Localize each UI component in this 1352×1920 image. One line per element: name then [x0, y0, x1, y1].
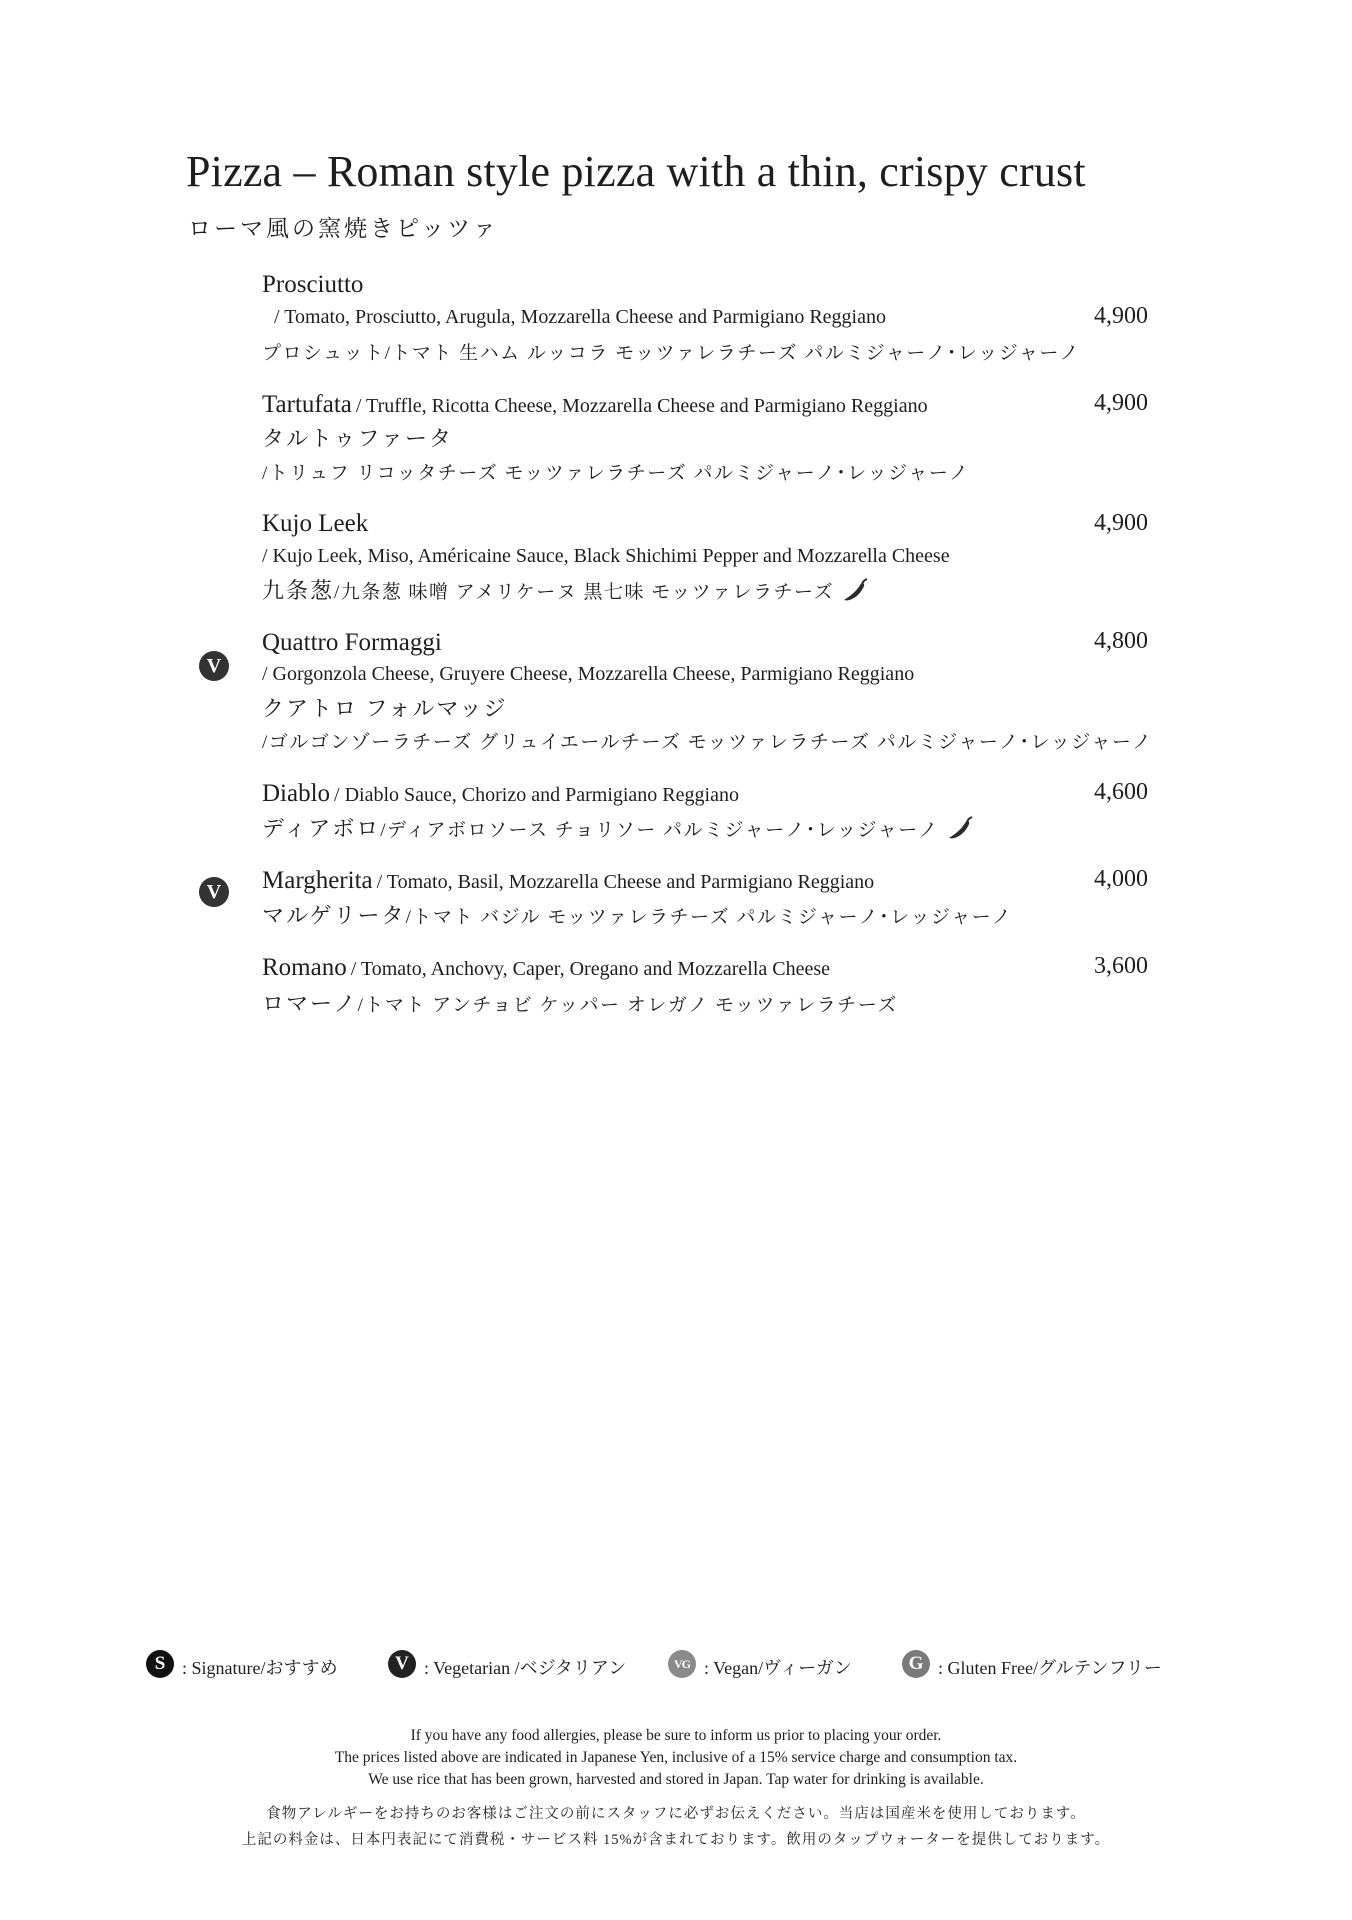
gluten-free-icon: G: [902, 1650, 930, 1678]
chili-pepper-icon: [840, 578, 870, 604]
item-description-en: / Truffle, Ricotta Cheese, Mozzarella Cheese and Parmigiano Reggiano: [355, 395, 928, 417]
item-title-line: [262, 867, 874, 895]
item-description-jp: /トリュフ リコッタチーズ モッツァレラチーズ パルミジャーノ･レッジャーノ: [262, 463, 970, 484]
footer-note-jp-1: 食物アレルギーをお持ちのお客様はご注文の前にスタッフに必ずお伝えください。当店は国産米を使用しております。: [266, 1806, 1086, 1822]
legend-label: : Gluten Free/グルテンフリー: [938, 1658, 1162, 1678]
item-description-jp: /トマト バジル モッツァレラチーズ パルミジャーノ･レッジャーノ: [405, 907, 1013, 928]
item-price: 4,900: [1094, 510, 1148, 536]
item-name-jp: クアトロ フォルマッジ: [262, 696, 508, 721]
page-subtitle-jp: ローマ風の窯焼きピッツァ: [188, 216, 499, 241]
item-price: 4,800: [1094, 628, 1148, 654]
item-name: Margherita: [262, 867, 373, 894]
item-jp-line: [262, 987, 898, 1018]
item-price: 4,900: [1094, 303, 1148, 329]
item-title-line: [262, 391, 928, 419]
item-jp-line: [262, 812, 975, 843]
item-description-en: / Tomato, Basil, Mozzarella Cheese and Parmigiano Reggiano: [376, 871, 875, 893]
footer-note-prices: The prices listed above are indicated in Japanese Yen, inclusive of a 15% service charge and consumption tax.: [334, 1749, 1018, 1766]
item-name-jp: マルゲリータ: [262, 903, 406, 928]
item-name-jp: ロマーノ: [262, 991, 358, 1016]
item-description-jp: /トマト アンチョビ ケッパー オレガノ モッツァレラチーズ: [357, 995, 898, 1016]
item-title-line: [262, 780, 739, 808]
item-description-en: / Kujo Leek, Miso, Américaine Sauce, Black Shichimi Pepper and Mozzarella Cheese: [262, 545, 950, 567]
item-name-jp: タルトゥファータ: [262, 426, 454, 451]
item-price: 3,600: [1094, 953, 1148, 979]
item-name: Prosciutto: [262, 271, 364, 298]
item-description-jp: /九条葱 味噌 アメリケーヌ 黒七味 モッツァレラチーズ: [334, 582, 835, 603]
item-description-en: / Tomato, Prosciutto, Arugula, Mozzarella Cheese and Parmigiano Reggiano: [274, 306, 886, 328]
item-title-line: [262, 954, 830, 982]
footer-note-rice-water: We use rice that has been grown, harvested and stored in Japan. Tap water for drinking is available.: [368, 1771, 984, 1788]
item-price: 4,000: [1094, 866, 1148, 892]
item-name-jp: ディアボロ: [262, 816, 381, 841]
vegetarian-badge-icon: V: [199, 877, 229, 907]
legend-label: : Vegetarian /ベジタリアン: [424, 1658, 627, 1678]
item-description-en: / Diablo Sauce, Chorizo and Parmigiano Reggiano: [334, 784, 739, 806]
vegetarian-badge-icon: V: [199, 651, 229, 681]
dietary-legend: [146, 1648, 1206, 1682]
vegan-icon: VG: [668, 1650, 696, 1678]
item-price: 4,600: [1094, 779, 1148, 805]
legend-label: : Signature/おすすめ: [182, 1658, 338, 1678]
item-description-en: / Gorgonzola Cheese, Gruyere Cheese, Mozzarella Cheese, Parmigiano Reggiano: [262, 663, 915, 685]
legend-label: : Vegan/ヴィーガン: [704, 1658, 852, 1678]
item-name: Romano: [262, 954, 347, 981]
vegetarian-icon: V: [388, 1650, 416, 1678]
item-jp-line: [262, 574, 870, 605]
item-name-jp: 九条葱: [262, 578, 335, 603]
item-description-jp: /ディアボロソース チョリソー パルミジャーノ･レッジャーノ: [380, 820, 939, 841]
item-description-jp: /ゴルゴンゾーラチーズ グリュイエールチーズ モッツァレラチーズ パルミジャーノ･レッジャーノ: [262, 732, 1153, 753]
item-description-jp: プロシュット/トマト 生ハム ルッコラ モッツァレラチーズ パルミジャーノ･レッジャーノ: [262, 343, 1080, 364]
item-name: Tartufata: [262, 391, 352, 418]
chili-pepper-icon: [945, 816, 975, 842]
item-description-en: / Tomato, Anchovy, Caper, Oregano and Mozzarella Cheese: [350, 958, 831, 980]
footer-note-allergy: If you have any food allergies, please be sure to inform us prior to placing your order.: [410, 1727, 942, 1744]
item-jp-line: [262, 899, 1012, 930]
item-price: 4,900: [1094, 390, 1148, 416]
signature-icon: S: [146, 1650, 174, 1678]
item-name: Diablo: [262, 780, 331, 807]
item-name: Kujo Leek: [262, 510, 369, 537]
footer-note-jp-2: 上記の料金は、日本円表記にて消費税・サービス料 15%が含まれております。飲用のタップウォーターを提供しております。: [241, 1832, 1111, 1848]
item-name: Quattro Formaggi: [262, 629, 442, 656]
page-title: Pizza – Roman style pizza with a thin, crispy crust: [186, 147, 1086, 196]
